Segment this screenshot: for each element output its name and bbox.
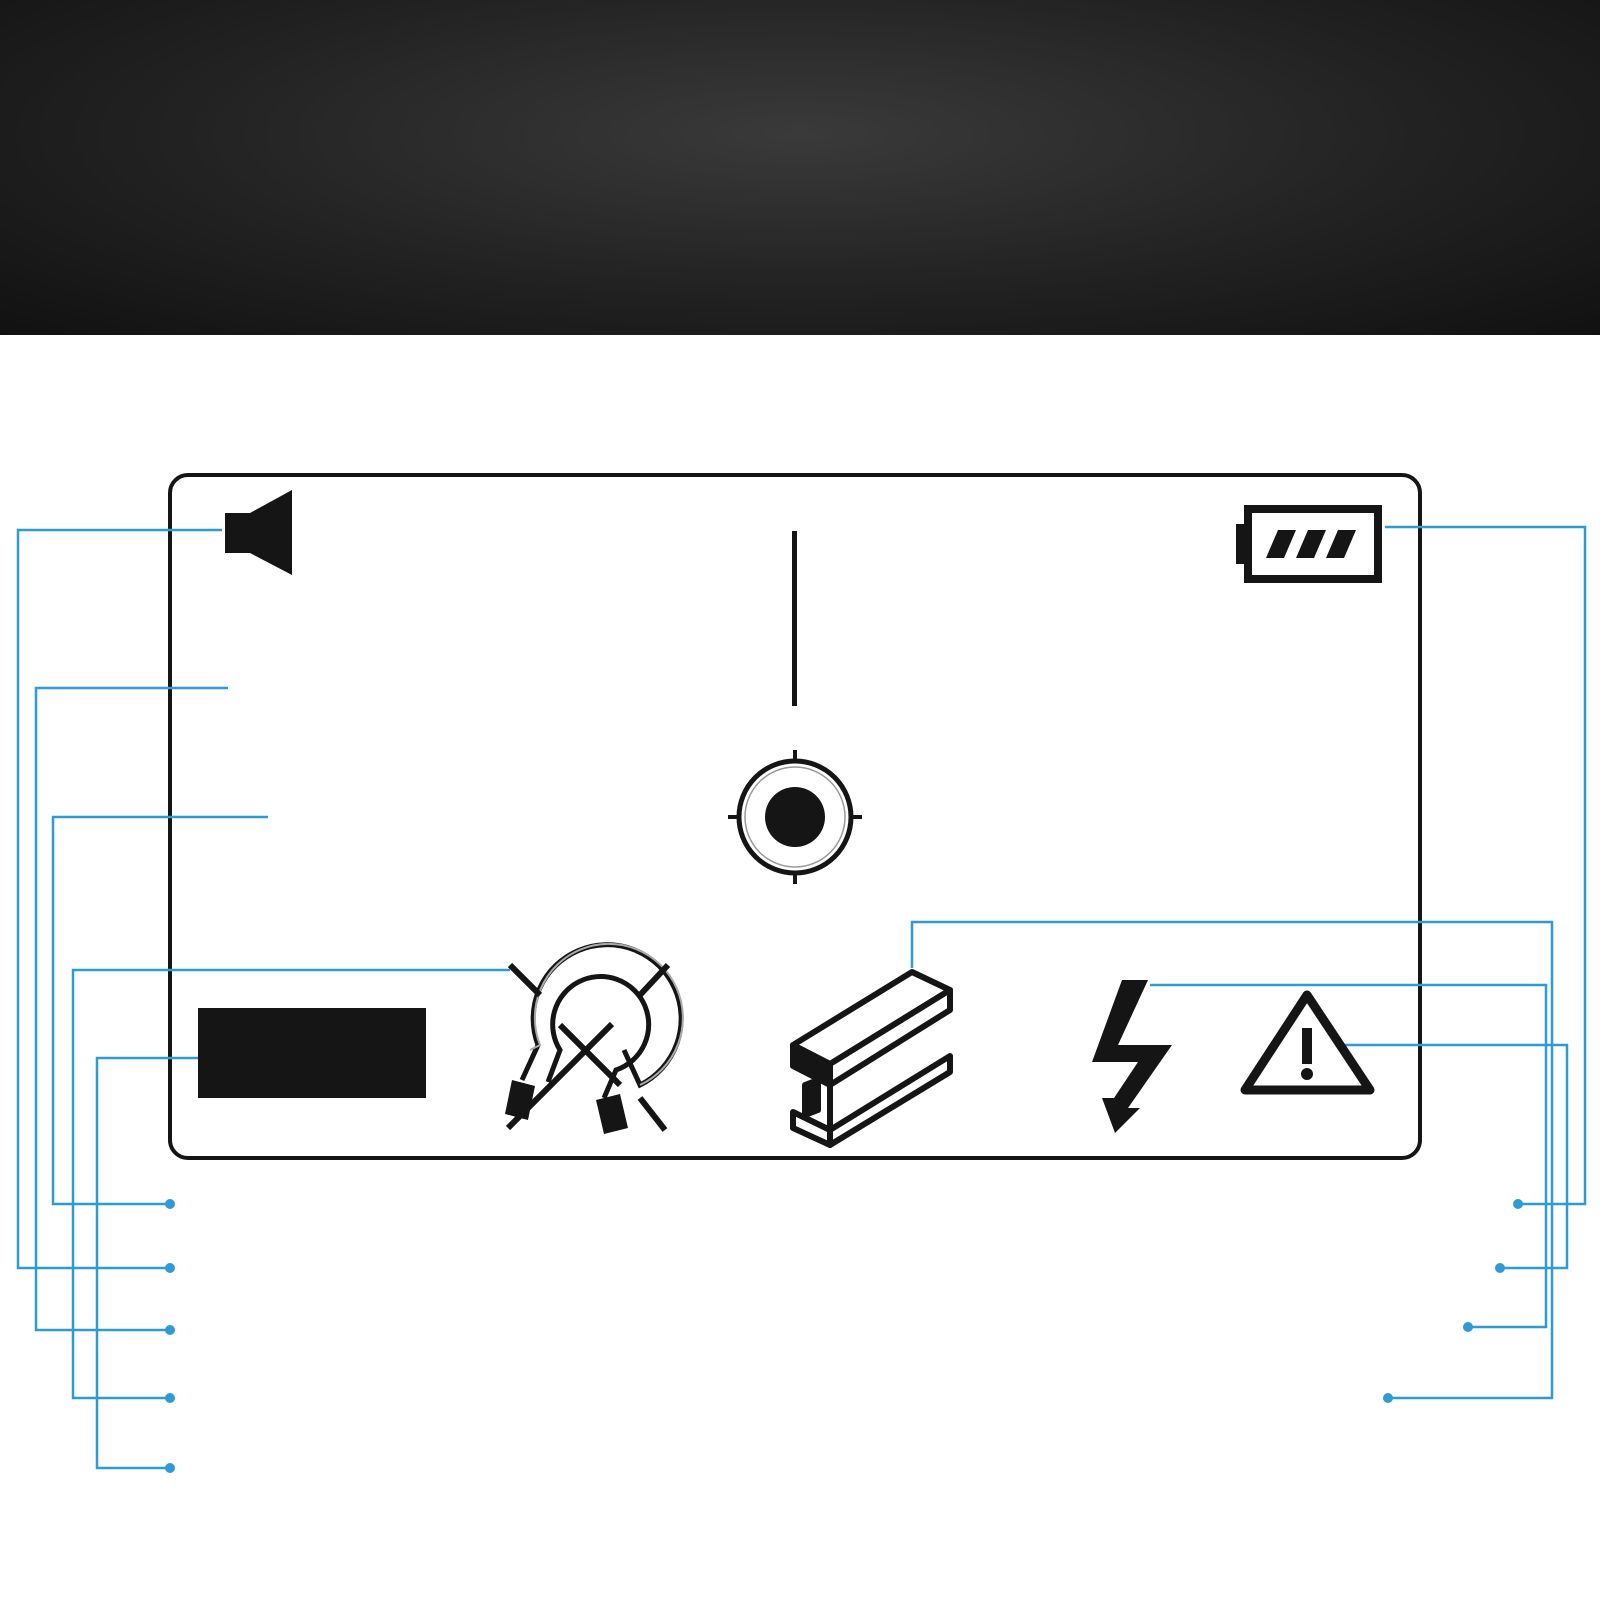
leader-dots — [165, 1199, 1523, 1473]
scale-center-line — [792, 531, 797, 706]
battery-icon — [1236, 509, 1378, 579]
auto-mode-badge — [198, 1008, 426, 1098]
